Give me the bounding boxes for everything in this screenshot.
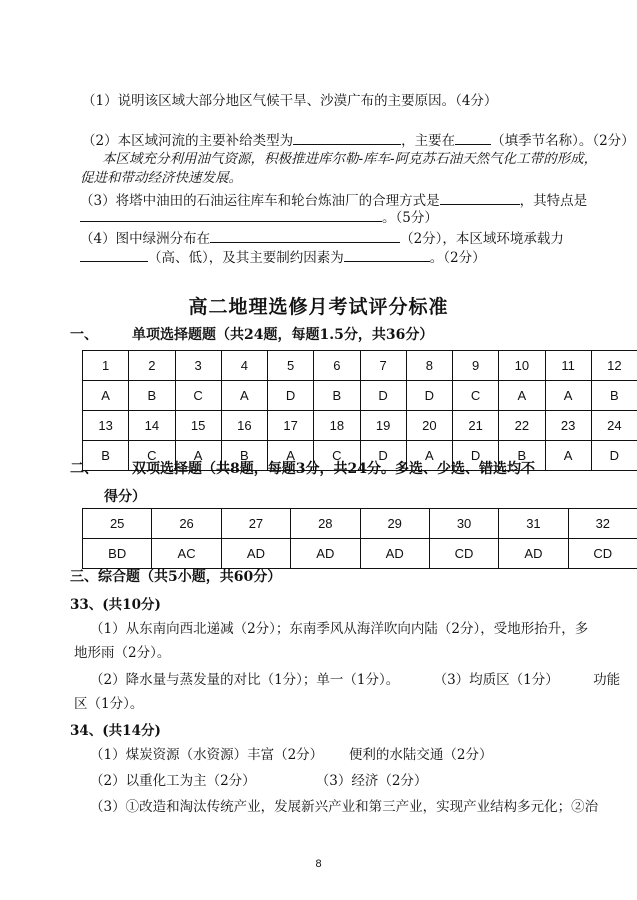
table-cell: B: [591, 381, 637, 411]
section-2-heading: [70, 460, 535, 478]
answer-blank: [210, 228, 400, 243]
table-cell: A: [221, 381, 267, 411]
answer-33-line-4: [74, 695, 143, 713]
question-3-text-b: ，其特点是: [519, 193, 588, 209]
question-1-text: （1）说明该区域大部分地区气候干旱、沙漠广布的主要原因。（4分）: [82, 93, 498, 109]
answer-blank: [80, 207, 382, 222]
table-cell: C: [453, 381, 499, 411]
table-cell: B: [129, 381, 175, 411]
table-row: [83, 411, 637, 441]
double-choice-answer-table: [82, 508, 637, 569]
single-choice-answer-table: [82, 350, 637, 471]
answer-33-line-1: [90, 620, 588, 638]
table-cell: A: [545, 441, 591, 471]
table-cell: 28: [291, 509, 360, 539]
table-cell: 13: [83, 411, 129, 441]
table-cell: A: [499, 381, 545, 411]
table-cell: 21: [453, 411, 499, 441]
table-cell: 4: [221, 351, 267, 381]
table-cell: D: [360, 381, 406, 411]
table-cell: 11: [545, 351, 591, 381]
table-cell: 1: [83, 351, 129, 381]
table-cell: 23: [545, 411, 591, 441]
table-cell: 32: [568, 509, 637, 539]
question-2-text-a: （2）本区域河流的主要补给类型为: [82, 133, 294, 149]
table-cell: 24: [591, 411, 637, 441]
table-cell: 26: [152, 509, 221, 539]
table-cell: B: [314, 381, 360, 411]
table-cell: A: [406, 441, 452, 471]
table-cell: 6: [314, 351, 360, 381]
section-1-heading: [70, 326, 433, 344]
table-cell: D: [268, 381, 314, 411]
answer-blank: [293, 130, 401, 145]
table-cell: 5: [268, 351, 314, 381]
table-row: [83, 351, 637, 381]
table-cell: A: [175, 441, 221, 471]
table-cell: D: [406, 381, 452, 411]
question-4-line-2: [80, 247, 486, 267]
table-cell: 10: [499, 351, 545, 381]
section-2-title: 双项选择题（共8题，每题3分，共24分。多选、少选、错选均不: [132, 461, 535, 477]
question-4-text-a: （4）图中绿洲分布在: [80, 231, 211, 247]
table-cell: 29: [360, 509, 429, 539]
table-row: [83, 539, 637, 569]
table-cell: A: [545, 381, 591, 411]
answer-blank: [440, 190, 520, 205]
table-row: [83, 381, 637, 411]
answer-text: （2）降水量与蒸发量的对比（1分）；单一（1分）。 （3）均质区（1分） 功能: [90, 672, 621, 688]
question-4-text-b: （2分），本区域环境承载力: [400, 231, 564, 247]
question-4-text-d: 。（2分）: [429, 250, 486, 266]
table-cell: 3: [175, 351, 221, 381]
table-cell: CD: [568, 539, 637, 569]
answer-blank: [80, 247, 148, 262]
table-cell: 27: [221, 509, 290, 539]
table-cell: BD: [83, 539, 152, 569]
question-3-line-2: [80, 207, 438, 227]
question-2: [82, 130, 635, 150]
section-2-heading-line-2: [104, 488, 146, 506]
table-cell: AD: [499, 539, 568, 569]
question-3-text-c: 。（5分）: [382, 210, 438, 226]
answer-34-line-2: [90, 772, 427, 790]
question-33-label-text: 33、(共10分): [70, 597, 161, 613]
section-2-label: 二、: [70, 461, 98, 477]
table-cell: A: [268, 441, 314, 471]
answer-blank: [344, 247, 430, 262]
section-1-label: 一、: [70, 327, 98, 343]
answer-33-line-2: [74, 644, 170, 662]
table-cell: A: [83, 381, 129, 411]
table-cell: 19: [360, 411, 406, 441]
table-cell: B: [499, 441, 545, 471]
table-cell: B: [83, 441, 129, 471]
table-cell: 12: [591, 351, 637, 381]
table-cell: AD: [360, 539, 429, 569]
context-text: 促进和带动经济快速发展。: [80, 170, 242, 186]
question-34-label-text: 34、(共14分): [70, 723, 161, 739]
context-paragraph-line-1: [102, 150, 597, 168]
table-cell: 14: [129, 411, 175, 441]
answer-blank: [455, 130, 491, 145]
table-cell: AD: [291, 539, 360, 569]
table-cell: 9: [453, 351, 499, 381]
question-34-label: [70, 722, 161, 740]
section-1-title: 单项选择题题（共24题，每题1.5分，共36分）: [132, 327, 434, 343]
question-4-text-c: （高、低），及其主要制约因素为: [148, 250, 344, 266]
answer-text: （2）以重化工为主（2分） （3）经济（2分）: [90, 773, 428, 789]
context-text: 本区域充分利用油气资源，积极推进库尔勒-库车-阿克苏石油天然气化工带的形成，: [102, 151, 598, 167]
table-cell: 15: [175, 411, 221, 441]
table-cell: D: [591, 441, 637, 471]
table-cell: 25: [83, 509, 152, 539]
table-cell: 8: [406, 351, 452, 381]
table-cell: 18: [314, 411, 360, 441]
question-3-text-a: （3）将塔中油田的石油运往库车和轮台炼油厂的合理方式是: [80, 193, 440, 209]
answer-34-line-1: [90, 746, 493, 764]
page-title: 高二地理选修月考试评分标准: [188, 296, 449, 318]
table-cell: B: [221, 441, 267, 471]
table-cell: CD: [429, 539, 498, 569]
page-number: 8: [315, 858, 322, 870]
table-cell: D: [453, 441, 499, 471]
answer-text: （3）①改造和淘汰传统产业，发展新兴产业和第三产业，实现产业结构多元化；②治: [90, 799, 599, 815]
table-cell: AD: [221, 539, 290, 569]
answer-text: 区（1分）。: [74, 696, 144, 712]
question-4: [80, 228, 564, 248]
table-cell: 17: [268, 411, 314, 441]
question-2-text-b: ，主要在: [401, 133, 456, 149]
table-row: [83, 509, 637, 539]
answer-text: （1）从东南向西北递减（2分）；东南季风从海洋吹向内陆（2分），受地形抬升，多: [90, 621, 589, 637]
table-cell: C: [314, 441, 360, 471]
table-cell: 30: [429, 509, 498, 539]
table-cell: C: [175, 381, 221, 411]
answer-34-line-3: [90, 798, 598, 816]
answer-text: 地形雨（2分）。: [74, 645, 171, 661]
question-33-label: [70, 596, 161, 614]
table-cell: 22: [499, 411, 545, 441]
question-2-text-c: （填季节名称）。（2分）: [491, 133, 635, 149]
table-cell: C: [129, 441, 175, 471]
answer-33-line-3: [90, 671, 620, 689]
question-1: [82, 92, 497, 110]
context-paragraph-line-2: [80, 169, 242, 187]
answer-text: （1）煤炭资源（水资源）丰富（2分） 便利的水陆交通（2分）: [90, 747, 493, 763]
table-cell: AC: [152, 539, 221, 569]
table-cell: 31: [499, 509, 568, 539]
section-3-heading: [70, 568, 281, 586]
section-3-title: 三、综合题（共5小题，共60分）: [70, 569, 282, 585]
table-cell: 16: [221, 411, 267, 441]
table-cell: 2: [129, 351, 175, 381]
table-cell: D: [360, 441, 406, 471]
section-2-title-continued: 得分）: [104, 489, 146, 505]
table-cell: 7: [360, 351, 406, 381]
table-cell: 20: [406, 411, 452, 441]
